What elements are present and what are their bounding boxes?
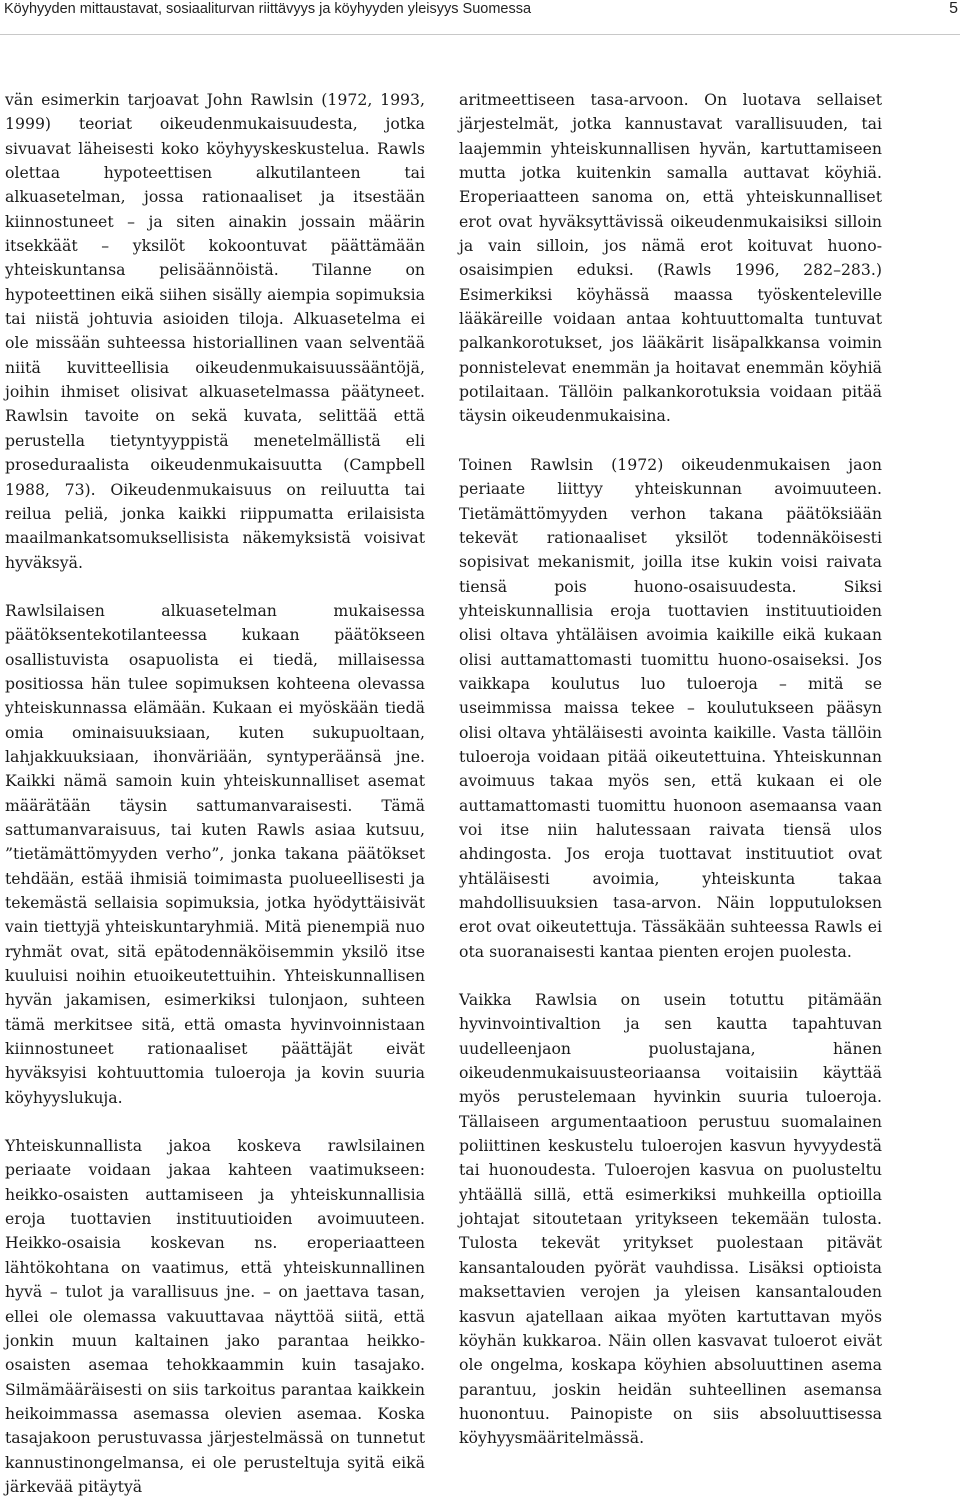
left-column [5,88,425,1499]
paragraph: Yhteiskunnallista jakoa koskeva rawlsilainen periaate voidaan jakaa kahteen vaatimukseen: heikko-osaisten auttamiseen ja yhteiskunnallisia eroja tuottavien instituutioiden avoimuuteen. Heikko-osaisia koskevan ns. eroperiaatteen lähtökohtana on vaatimus, että yhteiskunnallinen hyvä – tulot ja varallisuus jne. – on jaettava tasan, ellei ole olemassa vakuuttavaa näyttöä siitä, että jonkin muun kaltainen jako parantaa heikko-osaisten asemaa tehokkaammin kuin tasajako. Silmämääräisesti on siis tarkoitus parantaa kaikkein heikoimmassa asemassa olevien asemaa. Koska tasajakoon perustuvassa järjestelmässä on tunnetut kannustinongelmansa, ei ole perusteltuja syitä eikä järkevää pitäytyä [5,1136,425,1496]
paragraph: Vaikka Rawlsia on usein totuttu pitämään hyvinvointivaltion ja sen kautta tapahtuvan uudelleenjaon puolustajana, hänen oikeudenmukaisuusteoriaansa voitaisiin käyttää myös perustelemaan hyvinkin suuria tuloeroja. Tällaiseen argumentaatioon perustuu suomalainen poliittinen keskustelu tuloerojen kasvun hyvyydestä tai huonoudesta. Tuloerojen kasvua on puolusteltu yhtäällä sillä, että esimerkiksi muhkeilla optioilla johtajat sitoutetaan yritykseen tekemään tulosta. Tulosta tekevät yritykset puolestaan pitävät kansantalouden pyörät vauhdissa. Lisäksi optioista maksettavien verojen ja yleisen kansantalouden kasvun ajatellaan aikaa myöten kartuttavan myös köyhän kukkaroa. Näin ollen kasvavat tuloerot eivät ole ongelma, koskapa köyhien absoluuttinen asema parantuu, joskin heidän suhteellinen asemansa huonontuu. Painopiste on siis absoluuttisessa köyhyysmääritelmässä. [459,990,882,1448]
paragraph: Toinen Rawlsin (1972) oikeudenmukaisen jaon periaate liittyy yhteiskunnan avoimuuteen. Tietämättömyyden verhon takana päätöksiään tekevät rationaaliset yksilöt todennäköisesti sopisivat mekanismit, joilla itse kukin voisi raivata tiensä pois huono-osaisuudesta. Siksi yhteiskunnallisia eroja tuottavien instituutioiden olisi oltava yhtäläisen avoimia kaikille eikä kukaan olisi auttamattomasti tuomittu huono-osaiseksi. Jos vaikkapa koulutus luo tuloeroja – mitä se useimmissa maissa tekee – koulutukseen pääsyn olisi oltava yhtäläisesti avointa kaikille. Vasta tällöin tuloeroja voidaan pitää oikeutettuina. Yhteiskunnan avoimuus takaa myös sen, että kukaan ei ole auttamattomasti tuomittu huonoon asemaansa vaan voi itse niin halutessaan raivata tiensä ulos ahdingosta. Jos eroja tuottavat instituutiot ovat yhtäläisesti avoimia, yhteiskunta takaa mahdollisuuksien tasa-arvon. Näin lopputuloksen erot ovat oikeutettuja. Tässäkään suhteessa Rawls ei ota suoranaisesti kantaa pienten erojen puolesta. [459,454,882,961]
right-column [459,88,882,1451]
running-head [4,0,958,30]
running-head-title: Köyhyyden mittaustavat, sosiaaliturvan riittävyys ja köyhyyden yleisyys Suomessa [4,1,532,17]
page-number: 5 [949,0,958,17]
paragraph: Rawlsilaisen alkuasetelman mukaisessa päätöksentekotilanteessa kukaan päätökseen osallistuvista osapuolista ei tiedä, millaisessa positiossa hän tulee sopimuksen kohteena olevassa yhteiskunnassa elämään. Kukaan ei myöskään tiedä omia ominaisuuksiaan, kuten sukupuoltaan, lahjakkuuksiaan, ihonväriään, syntyperäänsä jne. Kaikki nämä samoin kuin yhteiskunnalliset asemat määrätään täysin sattumanvaraisesti. Tämä sattumanvaraisuus, tai kuten Rawls asiaa kutsuu, ”tietämättömyyden verho”, jonka takana päätökset tehdään, estää ihmisiä toimimasta puolueellisesti ja tekemästä sellaisia sopimuksia, jotka hyödyttäisivät vain tiettyjä yhteiskuntaryhmiä. Mitä pienempiä nuo ryhmät ovat, sitä epätodennäköisemmin yksilö itse kuuluisi noihin etuoikeutettuihin. Yhteiskunnallisen hyvän jakamisen, esimerkiksi tulonjaon, suhteen tämä merkitsee sitä, että omasta hyvinvoinnistaan kiinnostuneet rationaaliset päättäjät eivät hyväksyisi kohtuuttomia tuloeroja ja kovin suuria köyhyyslukuja. [5,600,425,1107]
paragraph: aritmeettiseen tasa-arvoon. On luotava sellaiset järjestelmät, jotka kannustavat varallisuuden, tai laajemmin yhteiskunnallisen hyvän, kartuttamiseen mutta jotka kuitenkin samalla auttavat köyhiä. Eroperiaatteen sanoma on, että yhteiskunnalliset erot ovat hyväksyttävissä oikeudenmukaisiksi silloin ja vain silloin, jos nämä erot koituvat huono-osaisimpien eduksi. (Rawls 1996, 282–283.) Esimerkiksi köyhässä maassa työskenteleville lääkäreille voidaan antaa kohtuuttomalta tuntuvat palkankorotukset, jos lääkärit lisäpalkkansa voimin ponnistelevat enemmän ja hoitavat enemmän köyhiä potilaitaan. Tällöin palkankorotuksia voidaan pitää täysin oikeudenmukaisina. [459,90,882,426]
header-rule [0,34,960,35]
paragraph: vän esimerkin tarjoavat John Rawlsin (1972, 1993, 1999) teoriat oikeudenmukaisuudesta, jotka sivuavat läheisesti koko köyhyyskeskustelua. Rawls olettaa hypoteettisen alkutilanteen tai alkuasetelman, jossa rationaaliset ja itsestään kiinnostuneet – ja siten ainakin jossain määrin itsekkäät – yksilöt kokoontuvat päättämään yhteiskuntansa pelisäännöistä. Tilanne on hypoteettinen eikä siihen sisälly aiempia sopimuksia tai niistä johtuvia asioiden tiloja. Alkuasetelma ei ole missään suhteessa historiallinen vaan selventää niitä kuvitteellisia oikeudenmukaisuussääntöjä, joihin ihmiset olisivat alkuasetelmassa päätyneet. Rawlsin tavoite on sekä kuvata, selittää että perustella tietyntyyppistä menetelmällistä eli proseduraalista oikeudenmukaisuutta (Campbell 1988, 73). Oikeudenmukaisuus on reiluutta tai reilua peliä, jonka kaikki riippumatta erilaisista maailmankatsomuksellisista näkemyksistä voisivat hyväksyä. [5,90,425,572]
